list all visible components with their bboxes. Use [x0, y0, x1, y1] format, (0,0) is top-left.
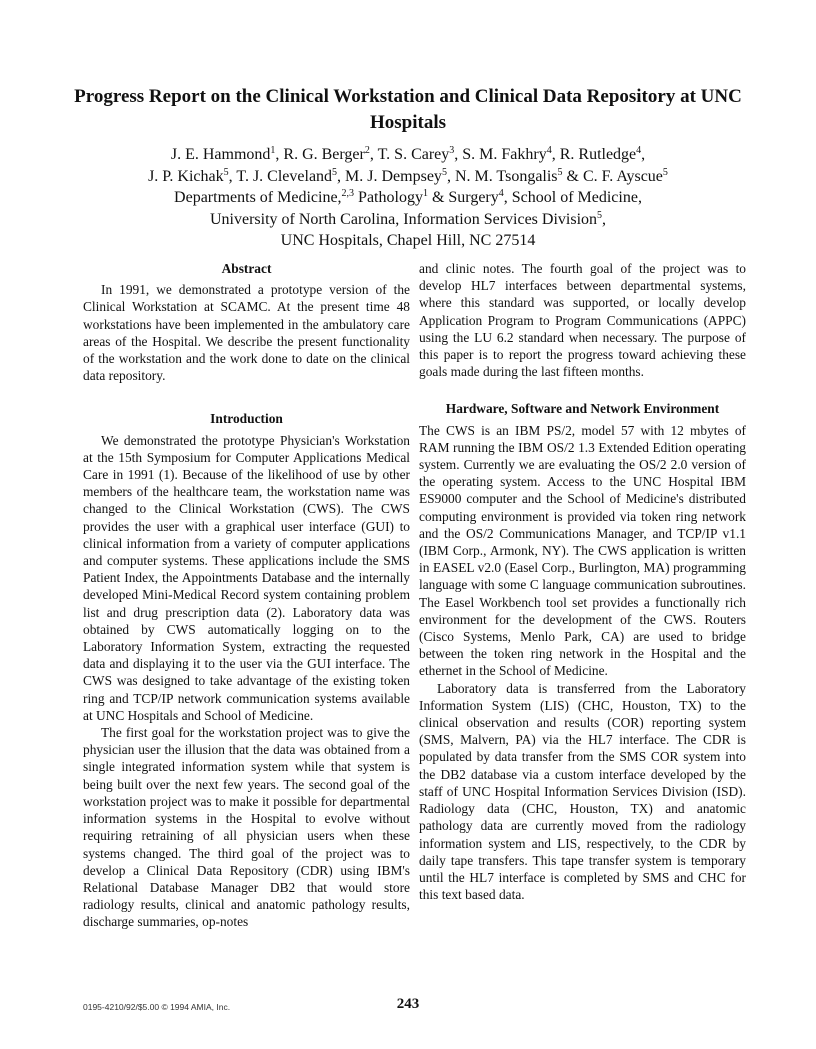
- right-column: [419, 260, 746, 903]
- author-name: J. E. Hammond: [170, 146, 271, 163]
- author-affiliation-mark: 5: [441, 166, 447, 178]
- author-name: R. Rutledge: [559, 146, 637, 163]
- author-name: J. P. Kichak: [148, 167, 224, 185]
- author-line-1: [60, 144, 756, 166]
- hardware-paragraph-1: The CWS is an IBM PS/2, model 57 with 12 mbytes of RAM running the IBM OS/2 1.3 Extended Edition operating system. Currently we are evaluating the OS/2 2.0 version of the operating system. Access to the UNC Hospital IBM ES9000 computer and the School of Medicine's distributed computing environment is provided via token ring network and the OS/2 Communications Manager, and TCP/IP v1.1 (IBM Corp., Armonk, NY). The CWS application is written in EASEL v2.0 (Easel Corp., Burlington, MA) programming language with some C language communication subroutines. The Easel Workbench tool set provides a functionally rich environment for the development of the CWS. Routers (Cisco Systems, Menlo Park, CA) are used to bridge between the token ring network in the Hospital and the ethernet in the School of Medicine.: [419, 422, 746, 679]
- author-name: N. M. Tsongalis: [454, 167, 558, 185]
- author-name: M. J. Dempsey: [345, 167, 442, 185]
- intro-paragraph-1: We demonstrated the prototype Physician's Workstation at the 15th Symposium for Computer Applications Medical Care in 1991 (1). Because of the likelihood of use by other members of the healthcare team, the workstation name was changed to the Clinical Workstation (CWS). The CWS provides the user with a graphical user interface (GUI) to clinical information from a variety of computer applications and computer systems. These applications include the SMS Patient Index, the Appointments Database and the internally developed Mini-Medical Record system containing problem list and drug prescription data (2). Laboratory data was obtained by CWS automatically logging on to the Laboratory Information System, extracting the requested data and displaying it to the user via the GUI interface. The CWS was designed to take advantage of the existing token ring and TCP/IP network communication systems available at UNC Hospitals and School of Medicine.: [83, 432, 410, 723]
- author-separator: ,: [228, 167, 237, 185]
- affiliation-line-3: UNC Hospitals, Chapel Hill, NC 27514: [280, 232, 536, 250]
- author-name: R. G. Berger: [283, 146, 365, 163]
- author-separator: ,: [641, 146, 646, 163]
- abstract-text: In 1991, we demonstrated a prototype version of the Clinical Workstation at SCAMC. At the present time 48 workstations have been implemented in the ambulatory care areas of the Hospital. We describe the present functionality of the workstation and the work done to date on the clinical data repository.: [83, 282, 410, 384]
- author-block: [60, 144, 756, 252]
- author-affiliation-mark: 2: [364, 145, 370, 156]
- abstract-heading: Abstract: [221, 261, 272, 276]
- author-name: S. M. Fakhry: [462, 146, 547, 163]
- author-affiliation-mark: 1: [270, 145, 276, 156]
- author-name: T. S. Carey: [377, 146, 450, 163]
- author-affiliation-mark: 5: [557, 166, 563, 178]
- author-name: C. F. Ayscue: [582, 167, 663, 185]
- author-affiliation-mark: 4: [636, 145, 642, 156]
- author-separator: ,: [275, 146, 284, 163]
- author-separator: &: [562, 167, 583, 185]
- affiliation-line-2: University of North Carolina, Information Services Division$^5$,: [209, 209, 607, 228]
- hardware-heading: Hardware, Software and Network Environment: [445, 401, 720, 417]
- author-affiliation-mark: 4: [546, 145, 552, 156]
- author-separator: ,: [369, 146, 378, 163]
- hardware-paragraph-2: Laboratory data is transferred from the Laboratory Information System (LIS) (CHC, Houston, TX) to the clinical observation and results (COR) reporting system (SMS, Malvern, PA) via the HL7 interface. The CDR is populated by data transfer from the SMS COR system into the DB2 database via a custom interface developed by the staff of UNC Hospital Information Services Division (ISD). Radiology data (CHC, Houston, TX) and anatomic pathology data are currently moved from the radiology information system and LIS, respectively, to the CDR by daily tape transfers. This tape transfer system is temporary until the HL7 interface is completed by SMS and CHC for this text based data.: [419, 680, 746, 903]
- author-affiliation-mark: 3: [449, 145, 455, 156]
- intro-paragraph-2: The first goal for the workstation project was to give the physician user the illusion that the data was obtained from a single integrated information system while that system is being built over the next few years. The second goal of the workstation project was to make it possible for departmental information systems in the Hospital to evolve without requiring retraining of all physician users when these systems changed. The third goal of the project was to develop a Clinical Data Repository (CDR) using IBM's Relational Database Manager DB2 that would store radiology results, clinical and anatomic pathology results, discharge summaries, op-notes: [83, 725, 410, 930]
- author-separator: ,: [446, 167, 455, 185]
- intro-paragraph-2-continued: and clinic notes. The fourth goal of the project was to develop HL7 interfaces between departmental systems, where this standard was supported, or locally develop Application Program to Program Communications (APPC) using the LU 6.2 standard when necessary. The purpose of this paper is to report the progress toward achieving these goals made during the last fifteen months.: [419, 261, 746, 380]
- copyright-notice: 0195-4210/92/$5.00 © 1994 AMIA, Inc.: [83, 1002, 231, 1012]
- author-line-2: [60, 166, 756, 188]
- page-number: 243: [396, 996, 420, 1012]
- author-separator: ,: [454, 146, 463, 163]
- author-separator: ,: [337, 167, 346, 185]
- author-affiliation-mark: 5: [223, 166, 229, 178]
- author-name: T. J. Cleveland: [236, 167, 333, 185]
- author-affiliation-mark: 5: [662, 166, 668, 178]
- left-column: [83, 260, 410, 931]
- author-affiliation-mark: 5: [332, 166, 338, 178]
- paper-title: Progress Report on the Clinical Workstation and Clinical Data Repository at UNC Hospitals: [74, 86, 742, 133]
- author-separator: ,: [551, 146, 560, 163]
- introduction-heading: Introduction: [210, 411, 283, 427]
- affiliation-line-1: Departments of Medicine,$^{2,3}$ Pathology$^1$ & Surgery$^4$, School of Medicine,: [174, 188, 642, 207]
